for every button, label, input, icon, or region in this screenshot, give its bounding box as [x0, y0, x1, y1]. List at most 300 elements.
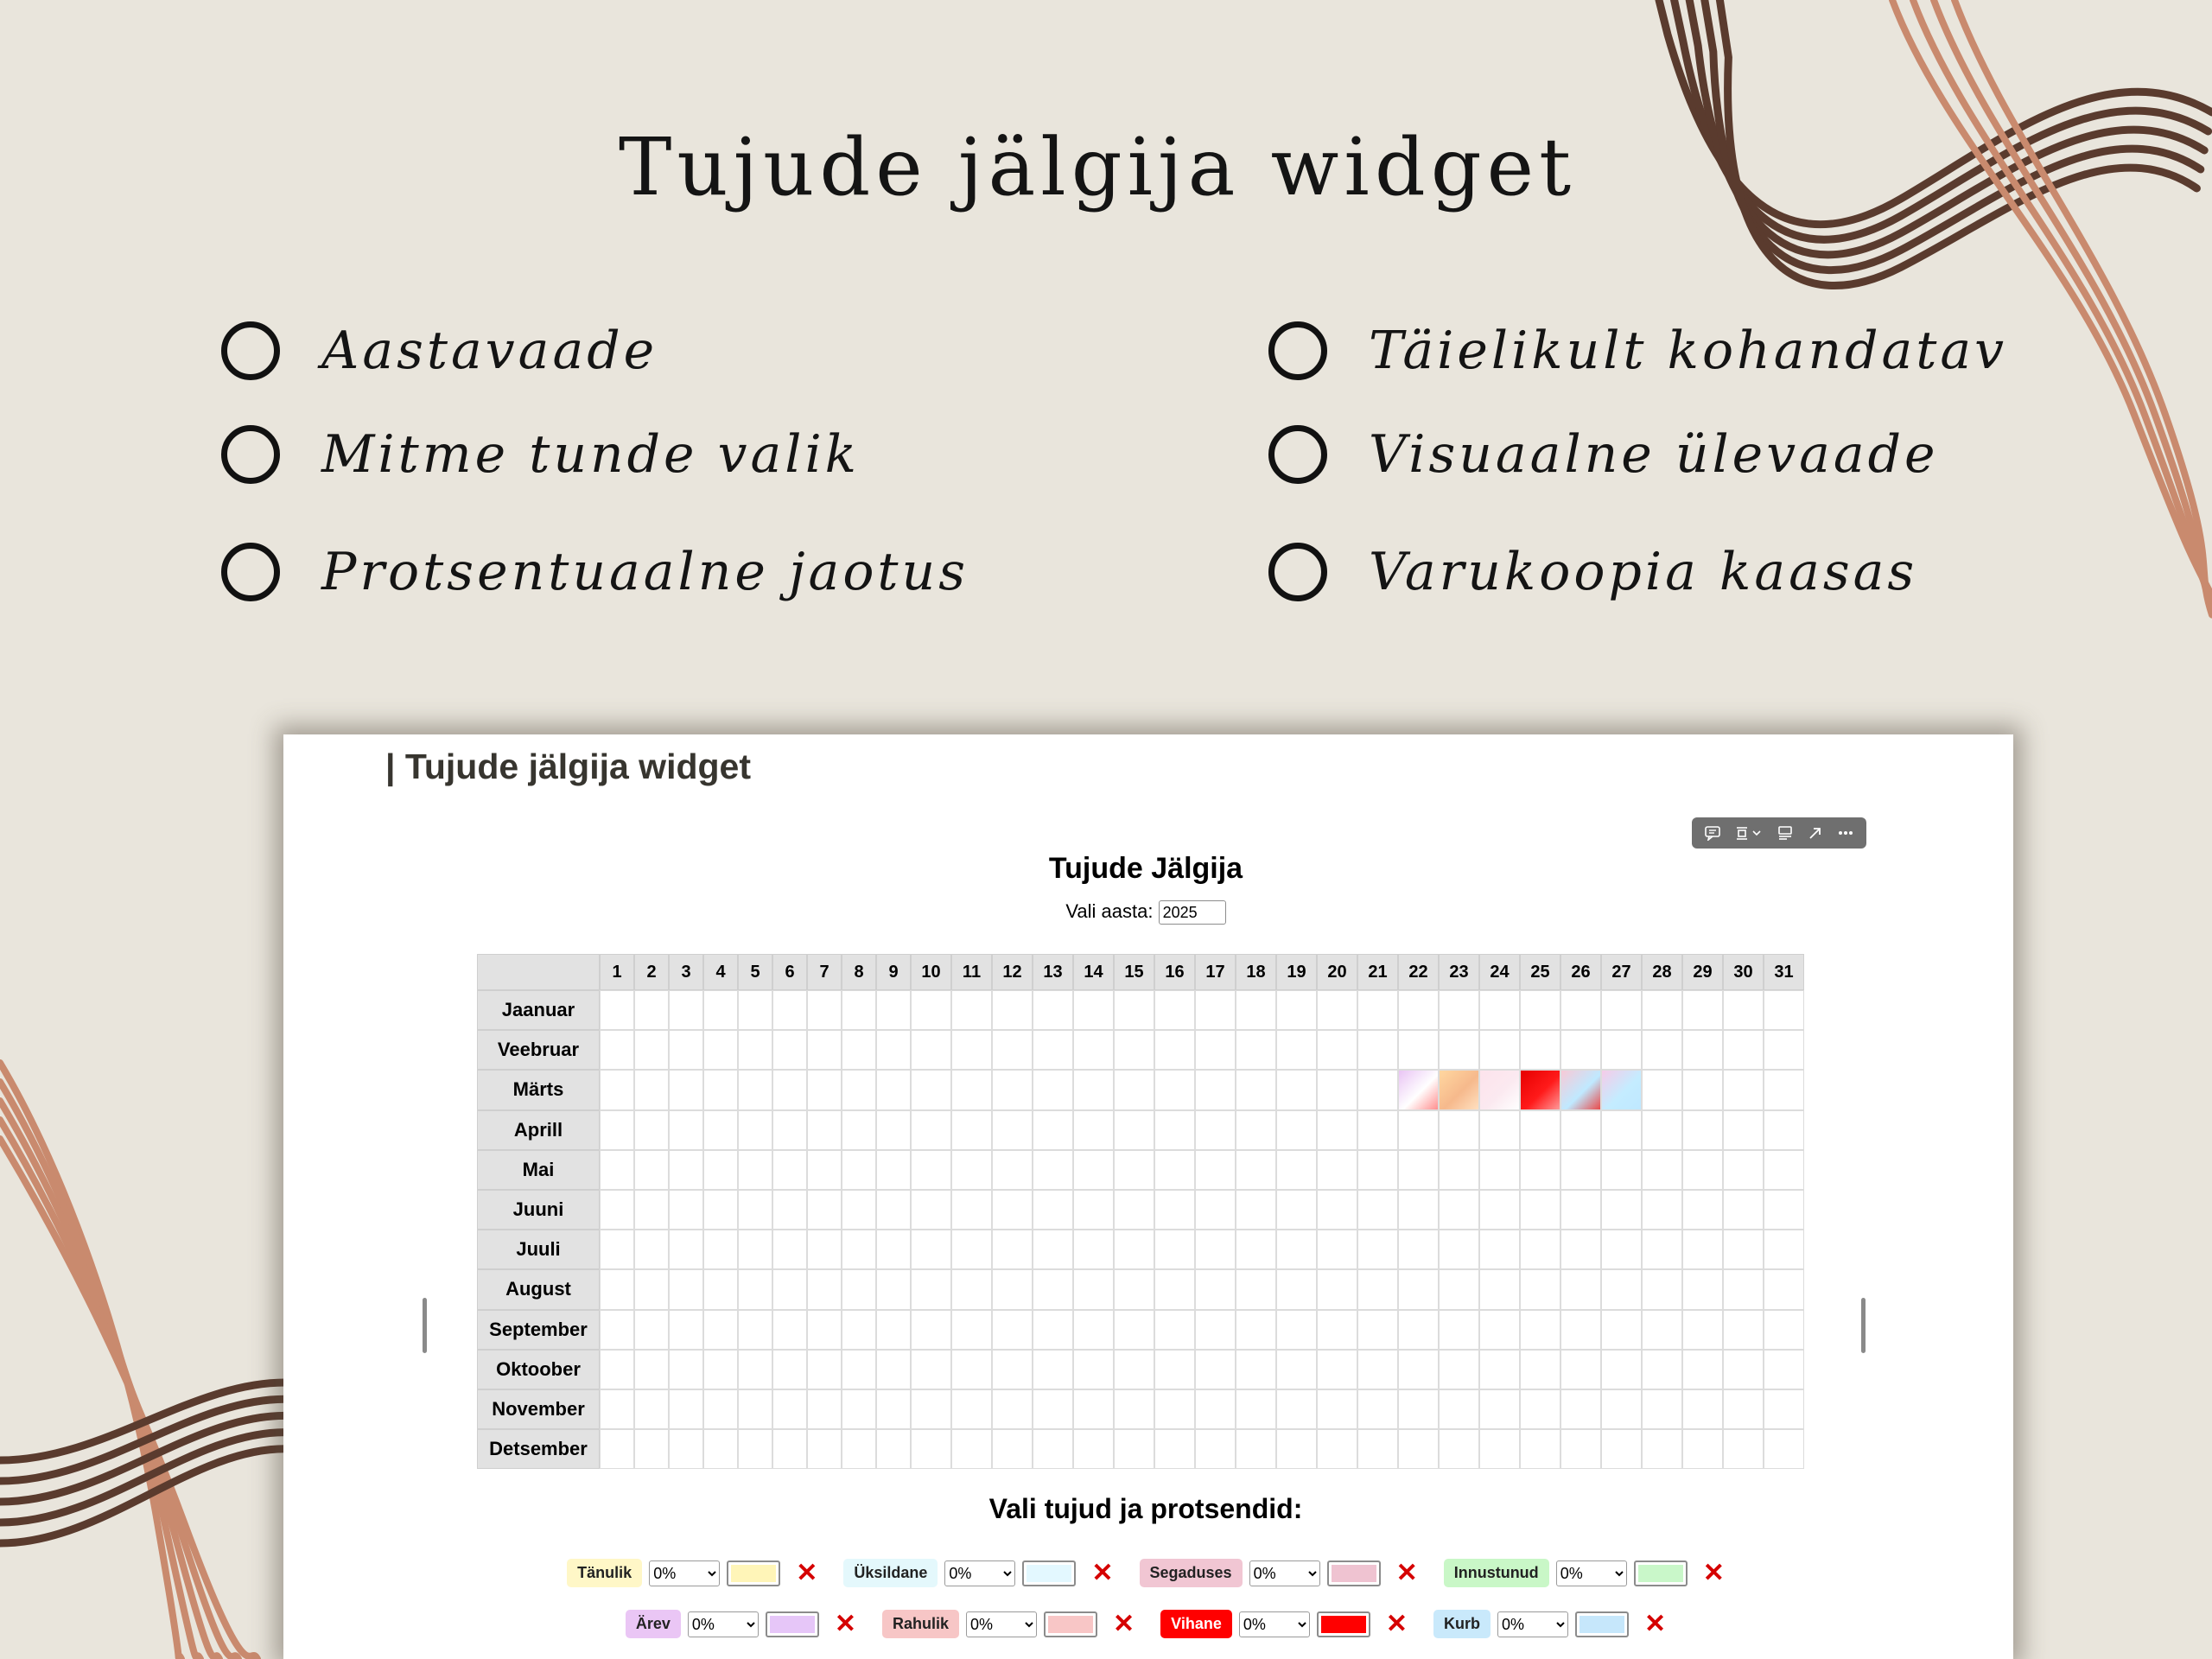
day-cell[interactable]: [1398, 1110, 1439, 1150]
day-cell[interactable]: [1236, 1389, 1276, 1429]
day-cell[interactable]: [1073, 1310, 1114, 1350]
day-cell[interactable]: [1520, 1389, 1560, 1429]
day-cell[interactable]: [842, 1070, 876, 1109]
day-cell[interactable]: [1073, 1030, 1114, 1070]
day-cell[interactable]: [1236, 1110, 1276, 1150]
day-cell[interactable]: [911, 1030, 951, 1070]
day-cell[interactable]: [911, 990, 951, 1030]
day-cell[interactable]: [1317, 1230, 1357, 1269]
day-cell[interactable]: [669, 1429, 703, 1469]
day-cell[interactable]: [1439, 1429, 1479, 1469]
mood-percent-select[interactable]: [944, 1560, 1015, 1586]
day-cell[interactable]: [1560, 1269, 1601, 1309]
day-cell[interactable]: [1236, 1310, 1276, 1350]
day-cell[interactable]: [807, 1310, 842, 1350]
day-cell[interactable]: [1073, 1070, 1114, 1109]
day-cell[interactable]: [1723, 1429, 1764, 1469]
day-cell[interactable]: [1682, 1429, 1723, 1469]
day-cell[interactable]: [1764, 1230, 1804, 1269]
day-cell[interactable]: [634, 1030, 669, 1070]
day-cell[interactable]: [1601, 1110, 1642, 1150]
mood-percent-select[interactable]: [1497, 1611, 1568, 1637]
day-cell[interactable]: [911, 1429, 951, 1469]
day-cell[interactable]: [1236, 1070, 1276, 1109]
day-cell[interactable]: [634, 1269, 669, 1309]
day-cell[interactable]: [842, 1110, 876, 1150]
day-cell[interactable]: [876, 1350, 911, 1389]
day-cell[interactable]: [1236, 1190, 1276, 1230]
day-cell[interactable]: [1154, 1429, 1195, 1469]
day-cell[interactable]: [1276, 1350, 1317, 1389]
day-cell[interactable]: [703, 990, 738, 1030]
day-cell[interactable]: [1357, 1429, 1398, 1469]
day-cell[interactable]: [1073, 1350, 1114, 1389]
day-cell[interactable]: [992, 1030, 1033, 1070]
remove-mood-icon[interactable]: ✕: [1113, 1609, 1135, 1638]
day-cell[interactable]: [842, 1429, 876, 1469]
day-cell[interactable]: [1317, 1429, 1357, 1469]
day-cell[interactable]: [1439, 990, 1479, 1030]
day-cell[interactable]: [807, 1070, 842, 1109]
day-cell[interactable]: [1398, 1310, 1439, 1350]
day-cell[interactable]: [738, 1350, 772, 1389]
day-cell[interactable]: [1682, 1150, 1723, 1190]
day-cell[interactable]: [1642, 1310, 1682, 1350]
day-cell[interactable]: [1195, 1030, 1236, 1070]
day-cell[interactable]: [600, 1310, 634, 1350]
mood-percent-select[interactable]: [1249, 1560, 1320, 1586]
day-cell[interactable]: [703, 1310, 738, 1350]
day-cell[interactable]: [738, 1110, 772, 1150]
day-cell[interactable]: [1073, 1150, 1114, 1190]
mood-color-picker[interactable]: [1327, 1560, 1381, 1586]
day-cell[interactable]: [1154, 1350, 1195, 1389]
day-cell[interactable]: [1723, 1310, 1764, 1350]
day-cell[interactable]: [634, 990, 669, 1030]
day-cell[interactable]: [1398, 1190, 1439, 1230]
day-cell[interactable]: [772, 1070, 807, 1109]
day-cell[interactable]: [703, 1230, 738, 1269]
mood-percent-select[interactable]: [966, 1611, 1037, 1637]
day-cell[interactable]: [1560, 1190, 1601, 1230]
day-cell[interactable]: [1764, 1190, 1804, 1230]
resize-handle-left[interactable]: [423, 1298, 427, 1353]
day-cell[interactable]: [1276, 1190, 1317, 1230]
day-cell[interactable]: [634, 1110, 669, 1150]
day-cell-filled[interactable]: [1439, 1070, 1479, 1109]
day-cell[interactable]: [876, 1429, 911, 1469]
day-cell[interactable]: [703, 1030, 738, 1070]
day-cell[interactable]: [1236, 990, 1276, 1030]
day-cell[interactable]: [1114, 990, 1154, 1030]
day-cell[interactable]: [738, 1070, 772, 1109]
day-cell[interactable]: [1723, 1269, 1764, 1309]
remove-mood-icon[interactable]: ✕: [834, 1609, 857, 1638]
day-cell[interactable]: [1560, 1310, 1601, 1350]
day-cell[interactable]: [1642, 1230, 1682, 1269]
day-cell[interactable]: [1479, 1190, 1520, 1230]
day-cell[interactable]: [1601, 1389, 1642, 1429]
day-cell[interactable]: [1276, 1389, 1317, 1429]
day-cell[interactable]: [876, 1030, 911, 1070]
day-cell[interactable]: [738, 1230, 772, 1269]
day-cell[interactable]: [1642, 1070, 1682, 1109]
day-cell[interactable]: [992, 1070, 1033, 1109]
day-cell[interactable]: [1764, 1310, 1804, 1350]
day-cell[interactable]: [1560, 1150, 1601, 1190]
day-cell[interactable]: [876, 1190, 911, 1230]
day-cell[interactable]: [1154, 1110, 1195, 1150]
day-cell[interactable]: [1601, 1230, 1642, 1269]
day-cell[interactable]: [1642, 1190, 1682, 1230]
day-cell[interactable]: [1398, 1150, 1439, 1190]
day-cell[interactable]: [1439, 1150, 1479, 1190]
day-cell[interactable]: [1601, 1190, 1642, 1230]
day-cell[interactable]: [1276, 1310, 1317, 1350]
mood-color-picker[interactable]: [766, 1611, 819, 1637]
day-cell[interactable]: [951, 1429, 992, 1469]
day-cell[interactable]: [911, 1269, 951, 1309]
day-cell[interactable]: [1682, 1070, 1723, 1109]
day-cell[interactable]: [600, 990, 634, 1030]
day-cell[interactable]: [1764, 1269, 1804, 1309]
day-cell[interactable]: [634, 1350, 669, 1389]
day-cell[interactable]: [1479, 1350, 1520, 1389]
day-cell[interactable]: [1317, 1350, 1357, 1389]
day-cell[interactable]: [876, 990, 911, 1030]
day-cell[interactable]: [738, 1310, 772, 1350]
day-cell[interactable]: [669, 1389, 703, 1429]
day-cell[interactable]: [992, 1350, 1033, 1389]
day-cell[interactable]: [1723, 990, 1764, 1030]
remove-mood-icon[interactable]: ✕: [1702, 1558, 1725, 1587]
day-cell[interactable]: [1114, 1310, 1154, 1350]
day-cell[interactable]: [1154, 1150, 1195, 1190]
day-cell[interactable]: [911, 1190, 951, 1230]
day-cell[interactable]: [1195, 1269, 1236, 1309]
day-cell[interactable]: [772, 1190, 807, 1230]
day-cell[interactable]: [992, 1310, 1033, 1350]
day-cell[interactable]: [738, 1030, 772, 1070]
day-cell[interactable]: [1154, 1030, 1195, 1070]
day-cell[interactable]: [1723, 1030, 1764, 1070]
day-cell[interactable]: [951, 1110, 992, 1150]
day-cell[interactable]: [1520, 1230, 1560, 1269]
day-cell[interactable]: [842, 1389, 876, 1429]
day-cell[interactable]: [1195, 1070, 1236, 1109]
day-cell[interactable]: [669, 1070, 703, 1109]
day-cell[interactable]: [1276, 1110, 1317, 1150]
day-cell[interactable]: [1601, 990, 1642, 1030]
day-cell[interactable]: [1682, 1230, 1723, 1269]
day-cell[interactable]: [703, 1150, 738, 1190]
day-cell[interactable]: [1398, 990, 1439, 1030]
day-cell[interactable]: [634, 1310, 669, 1350]
more-button[interactable]: [1837, 821, 1854, 845]
day-cell[interactable]: [951, 1269, 992, 1309]
mood-label[interactable]: Kurb: [1433, 1610, 1491, 1638]
day-cell[interactable]: [842, 1310, 876, 1350]
day-cell[interactable]: [1439, 1389, 1479, 1429]
day-cell[interactable]: [1033, 1269, 1073, 1309]
day-cell[interactable]: [992, 990, 1033, 1030]
mood-label[interactable]: Segaduses: [1140, 1559, 1243, 1587]
day-cell[interactable]: [1195, 1110, 1236, 1150]
day-cell[interactable]: [1723, 1389, 1764, 1429]
day-cell[interactable]: [1439, 1030, 1479, 1070]
day-cell[interactable]: [911, 1389, 951, 1429]
day-cell[interactable]: [1357, 1310, 1398, 1350]
day-cell[interactable]: [1439, 1230, 1479, 1269]
day-cell[interactable]: [634, 1389, 669, 1429]
day-cell[interactable]: [1357, 1350, 1398, 1389]
day-cell[interactable]: [669, 1030, 703, 1070]
day-cell[interactable]: [842, 1150, 876, 1190]
day-cell[interactable]: [1195, 1150, 1236, 1190]
day-cell[interactable]: [1439, 1110, 1479, 1150]
remove-mood-icon[interactable]: ✕: [1385, 1609, 1408, 1638]
day-cell[interactable]: [600, 1429, 634, 1469]
day-cell[interactable]: [1398, 1350, 1439, 1389]
day-cell[interactable]: [1114, 1190, 1154, 1230]
day-cell[interactable]: [1236, 1269, 1276, 1309]
day-cell[interactable]: [1114, 1429, 1154, 1469]
day-cell[interactable]: [1520, 1150, 1560, 1190]
open-original-button[interactable]: [1807, 821, 1824, 845]
day-cell[interactable]: [807, 1190, 842, 1230]
day-cell[interactable]: [911, 1110, 951, 1150]
day-cell[interactable]: [807, 1429, 842, 1469]
day-cell[interactable]: [951, 1150, 992, 1190]
day-cell[interactable]: [1479, 990, 1520, 1030]
day-cell[interactable]: [1154, 1070, 1195, 1109]
mood-color-picker[interactable]: [1575, 1611, 1629, 1637]
day-cell[interactable]: [772, 1269, 807, 1309]
remove-mood-icon[interactable]: ✕: [1395, 1558, 1418, 1587]
day-cell[interactable]: [1114, 1269, 1154, 1309]
day-cell[interactable]: [1033, 1350, 1073, 1389]
day-cell[interactable]: [600, 1110, 634, 1150]
day-cell[interactable]: [911, 1070, 951, 1109]
day-cell[interactable]: [1398, 1389, 1439, 1429]
day-cell[interactable]: [669, 1269, 703, 1309]
day-cell[interactable]: [1398, 1429, 1439, 1469]
day-cell[interactable]: [1682, 1389, 1723, 1429]
day-cell[interactable]: [876, 1389, 911, 1429]
day-cell[interactable]: [1642, 990, 1682, 1030]
day-cell[interactable]: [1114, 1110, 1154, 1150]
day-cell[interactable]: [703, 1190, 738, 1230]
day-cell[interactable]: [1764, 1389, 1804, 1429]
day-cell[interactable]: [1479, 1269, 1520, 1309]
day-cell[interactable]: [911, 1350, 951, 1389]
day-cell[interactable]: [669, 1110, 703, 1150]
day-cell[interactable]: [1764, 1350, 1804, 1389]
day-cell[interactable]: [1439, 1350, 1479, 1389]
day-cell[interactable]: [1682, 1350, 1723, 1389]
day-cell[interactable]: [1033, 1110, 1073, 1150]
day-cell[interactable]: [600, 1230, 634, 1269]
day-cell[interactable]: [1723, 1150, 1764, 1190]
day-cell[interactable]: [1560, 1350, 1601, 1389]
mood-color-picker[interactable]: [1022, 1560, 1076, 1586]
day-cell[interactable]: [1479, 1030, 1520, 1070]
day-cell[interactable]: [911, 1230, 951, 1269]
day-cell[interactable]: [1764, 1150, 1804, 1190]
remove-mood-icon[interactable]: ✕: [796, 1558, 818, 1587]
day-cell[interactable]: [951, 1190, 992, 1230]
day-cell[interactable]: [951, 1230, 992, 1269]
day-cell[interactable]: [1357, 1190, 1398, 1230]
day-cell[interactable]: [1317, 1110, 1357, 1150]
day-cell[interactable]: [1073, 1190, 1114, 1230]
day-cell[interactable]: [1317, 1070, 1357, 1109]
day-cell[interactable]: [634, 1150, 669, 1190]
mood-percent-select[interactable]: [649, 1560, 720, 1586]
day-cell[interactable]: [1479, 1429, 1520, 1469]
day-cell[interactable]: [1317, 1389, 1357, 1429]
day-cell[interactable]: [1114, 1230, 1154, 1269]
day-cell[interactable]: [1073, 1230, 1114, 1269]
day-cell[interactable]: [772, 1150, 807, 1190]
day-cell[interactable]: [992, 1150, 1033, 1190]
day-cell[interactable]: [1357, 1070, 1398, 1109]
day-cell[interactable]: [1236, 1429, 1276, 1469]
day-cell[interactable]: [807, 1110, 842, 1150]
day-cell[interactable]: [634, 1429, 669, 1469]
day-cell[interactable]: [1357, 1030, 1398, 1070]
mood-percent-select[interactable]: [1239, 1611, 1310, 1637]
day-cell[interactable]: [1398, 1030, 1439, 1070]
day-cell[interactable]: [992, 1429, 1033, 1469]
day-cell[interactable]: [1723, 1070, 1764, 1109]
day-cell[interactable]: [1317, 1030, 1357, 1070]
day-cell[interactable]: [1439, 1190, 1479, 1230]
day-cell[interactable]: [1114, 1389, 1154, 1429]
day-cell[interactable]: [772, 1030, 807, 1070]
day-cell[interactable]: [1682, 1190, 1723, 1230]
day-cell[interactable]: [1520, 1190, 1560, 1230]
comment-button[interactable]: [1704, 821, 1721, 845]
day-cell[interactable]: [1723, 1350, 1764, 1389]
day-cell[interactable]: [1601, 1150, 1642, 1190]
day-cell[interactable]: [738, 1389, 772, 1429]
align-button[interactable]: [1734, 821, 1764, 845]
day-cell[interactable]: [1154, 1269, 1195, 1309]
day-cell[interactable]: [669, 1230, 703, 1269]
day-cell[interactable]: [1236, 1350, 1276, 1389]
day-cell[interactable]: [876, 1070, 911, 1109]
mood-label[interactable]: Innustunud: [1444, 1559, 1549, 1587]
day-cell[interactable]: [1560, 990, 1601, 1030]
day-cell[interactable]: [1033, 1230, 1073, 1269]
day-cell[interactable]: [911, 1150, 951, 1190]
day-cell[interactable]: [992, 1190, 1033, 1230]
day-cell[interactable]: [772, 1230, 807, 1269]
day-cell[interactable]: [951, 990, 992, 1030]
day-cell[interactable]: [703, 1389, 738, 1429]
day-cell[interactable]: [1560, 1429, 1601, 1469]
day-cell[interactable]: [772, 1110, 807, 1150]
day-cell[interactable]: [842, 1030, 876, 1070]
day-cell[interactable]: [1033, 1030, 1073, 1070]
day-cell[interactable]: [807, 990, 842, 1030]
day-cell[interactable]: [634, 1230, 669, 1269]
day-cell[interactable]: [600, 1350, 634, 1389]
day-cell-filled[interactable]: [1601, 1070, 1642, 1109]
mood-color-picker[interactable]: [1317, 1611, 1370, 1637]
day-cell[interactable]: [738, 1429, 772, 1469]
day-cell[interactable]: [1236, 1150, 1276, 1190]
day-cell-filled[interactable]: [1560, 1070, 1601, 1109]
day-cell[interactable]: [1398, 1269, 1439, 1309]
day-cell[interactable]: [1154, 1190, 1195, 1230]
day-cell[interactable]: [1154, 1310, 1195, 1350]
day-cell[interactable]: [842, 1230, 876, 1269]
day-cell[interactable]: [738, 1190, 772, 1230]
day-cell[interactable]: [911, 1310, 951, 1350]
day-cell[interactable]: [1642, 1150, 1682, 1190]
day-cell[interactable]: [807, 1389, 842, 1429]
day-cell[interactable]: [772, 1389, 807, 1429]
day-cell[interactable]: [1236, 1230, 1276, 1269]
day-cell[interactable]: [1276, 1070, 1317, 1109]
day-cell[interactable]: [669, 1190, 703, 1230]
day-cell[interactable]: [1154, 1389, 1195, 1429]
day-cell[interactable]: [1276, 1429, 1317, 1469]
day-cell[interactable]: [1601, 1269, 1642, 1309]
day-cell[interactable]: [1642, 1350, 1682, 1389]
mood-label[interactable]: Tänulik: [567, 1559, 642, 1587]
day-cell[interactable]: [1764, 1110, 1804, 1150]
day-cell[interactable]: [1276, 990, 1317, 1030]
day-cell[interactable]: [1520, 990, 1560, 1030]
day-cell[interactable]: [600, 1150, 634, 1190]
day-cell[interactable]: [1033, 1429, 1073, 1469]
day-cell[interactable]: [600, 1030, 634, 1070]
remove-mood-icon[interactable]: ✕: [1644, 1609, 1667, 1638]
day-cell[interactable]: [1479, 1389, 1520, 1429]
mood-color-picker[interactable]: [1634, 1560, 1688, 1586]
mood-label[interactable]: Vihane: [1160, 1610, 1232, 1638]
day-cell[interactable]: [1601, 1310, 1642, 1350]
day-cell[interactable]: [807, 1030, 842, 1070]
day-cell[interactable]: [1682, 1310, 1723, 1350]
day-cell[interactable]: [1073, 990, 1114, 1030]
day-cell[interactable]: [842, 1190, 876, 1230]
day-cell[interactable]: [1560, 1230, 1601, 1269]
day-cell[interactable]: [738, 1150, 772, 1190]
day-cell[interactable]: [1479, 1230, 1520, 1269]
day-cell[interactable]: [1317, 1150, 1357, 1190]
day-cell[interactable]: [1033, 1070, 1073, 1109]
year-input[interactable]: [1159, 900, 1226, 925]
day-cell[interactable]: [876, 1230, 911, 1269]
day-cell[interactable]: [1033, 990, 1073, 1030]
day-cell[interactable]: [1520, 1110, 1560, 1150]
day-cell-filled[interactable]: [1520, 1070, 1560, 1109]
day-cell[interactable]: [669, 1350, 703, 1389]
day-cell[interactable]: [1601, 1429, 1642, 1469]
day-cell[interactable]: [1479, 1150, 1520, 1190]
day-cell[interactable]: [1723, 1110, 1764, 1150]
day-cell[interactable]: [1357, 990, 1398, 1030]
day-cell[interactable]: [1439, 1269, 1479, 1309]
day-cell[interactable]: [1682, 1110, 1723, 1150]
day-cell[interactable]: [1520, 1030, 1560, 1070]
day-cell[interactable]: [1195, 1190, 1236, 1230]
day-cell[interactable]: [1276, 1030, 1317, 1070]
